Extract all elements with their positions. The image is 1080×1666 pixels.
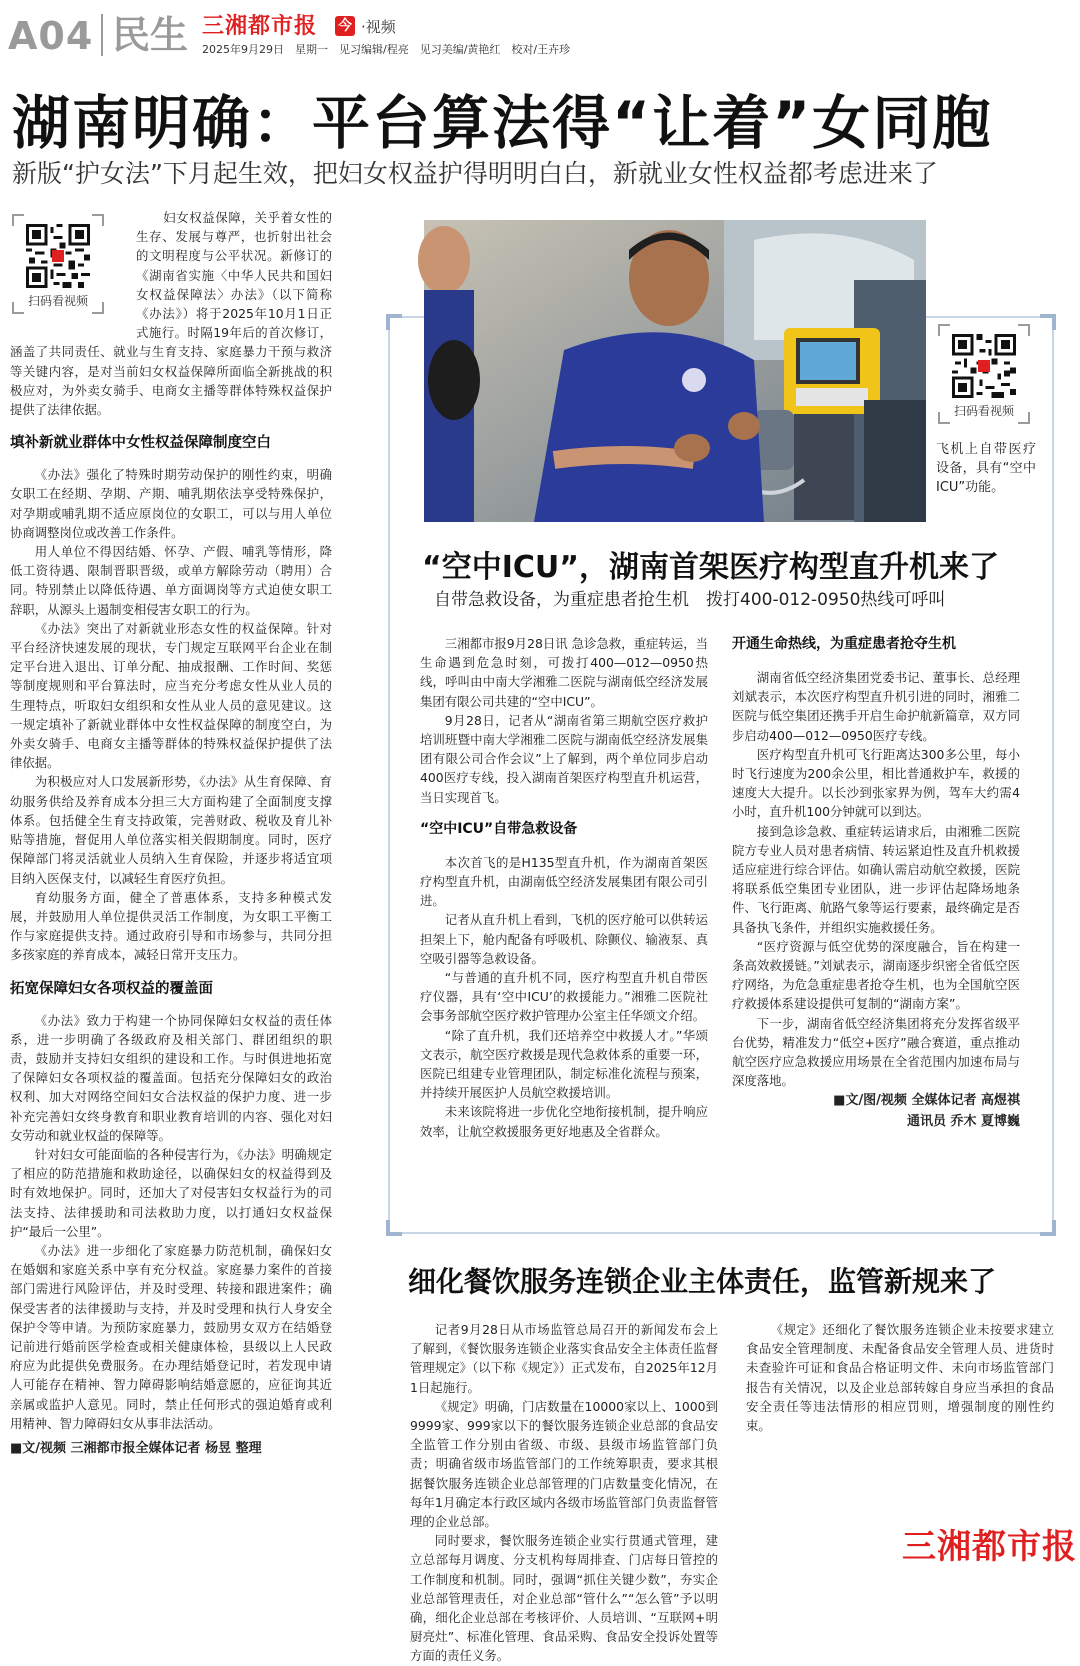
helicopter-article-col2 <box>732 634 1020 1214</box>
section-heading: “空中ICU”自带急救设备 <box>420 820 578 837</box>
article-paragraph: 记者从直升机上看到，飞机的医疗舱可以供转运担架上下，舱内配备有呼吸机、除颤仪、输液泵、真空吸引器等急救设备。 <box>420 912 708 966</box>
food-article-col1 <box>410 1320 718 1664</box>
qr-code-right[interactable] <box>938 324 1030 424</box>
article-paragraph: 记者9月28日从市场监管总局召开的新闻发布会上了解到，《餐饮服务连锁企业落实食品安全主体责任监督管理规定》（以下称《规定》）正式发布，自2025年12月1日起施行。 <box>410 1322 718 1395</box>
article-paragraph: 《规定》明确，门店数量在10000家以上、1000到9999家、999家以下的餐饮服务连锁企业总部的食品安全监管工作分别由省级、市级、县级市场监管部门负责；明确省级市场监管部门的工作统筹职责，要求其根据餐饮服务连锁企业总部管理的门店数量变化情况，在每年1月确定本行政区域内各级市场监管部门负责监督管理的企业总部。 <box>410 1398 718 1530</box>
article-paragraph: 《办法》突出了对新就业形态女性的权益保障。针对平台经济快速发展的现状，专门规定互联网平台企业在制定平台进入退出、订单分配、抽成报酬、工作时间、奖惩等制度规则和平台算法时，应当充分考虑女性从业人员的生理特点，听取妇女组织和女性从业人员的意见建议。这一规定填补了新就业群体中女性权益保障的制度空白，为外卖女骑手、电商女主播等群体的特殊权益保护提供了法律依据。 <box>10 620 332 771</box>
article-paragraph: 针对妇女可能面临的各种侵害行为，《办法》明确规定了相应的防范措施和救助途径，以确保妇女的权益得到及时有效地保护。同时，还加大了对侵害妇女权益行为的司法支持、法律援助和司法救助力度，以打通妇女权益保护“最后一公里”。 <box>10 1146 332 1239</box>
article-paragraph: 《办法》强化了特殊时期劳动保护的刚性约束，明确女职工在经期、孕期、产期、哺乳期依法享受特殊保护，对孕期或哺乳期不适应原岗位的女职工，可以与用人单位协商调整岗位或改善工作条件。 <box>10 467 332 540</box>
article-paragraph: “除了直升机，我们还培养空中救援人才。”华颂文表示，航空医疗救援是现代急救体系的重要一环，医院已组建专业管理团队，制定标准化流程与预案，并持续开展医护人员航空救援培训。 <box>420 1027 708 1101</box>
article-paragraph: “与普通的直升机不同，医疗构型直升机自带医疗仪器，具有‘空中ICU’的救援能力。”湘雅二医院社会事务部航空医疗救护管理办公室主任华颂文介绍。 <box>420 970 708 1024</box>
qr-label-left: 扫码看视频 <box>27 294 88 308</box>
article-paragraph: 同时要求，餐饮服务连锁企业实行贯通式管理，建立总部每月调度、分支机构每周排查、门店每日管控的工作制度和机制。同时，强调“抓住关键少数”，夯实企业总部管理责任，对企业总部“管什么”“怎么管”予以明确，细化企业总部在考核评价、人员培训、“互联网+明厨亮灶”、标准化管理、食品采购、食品安全投诉处置等方面的责任义务。 <box>410 1533 718 1664</box>
article-byline: ■文/视频 三湘都市报全媒体记者 杨昱 整理 <box>10 1440 262 1456</box>
intro-paragraph: 妇女权益保障，关乎着女性的生存、发展与尊严，也折射出社会的文明程度与公平状况。新修订的《湖南省实施〈中华人民共和国妇女权益保障法〉办法》（以下简称《办法》）将于2025年10月1日正式施行。时隔19年后的首次修订，涵盖了共同责任、就业与生育支持、家庭暴力干预与救济等关键内容，是对当前妇女权益保障所面临全新挑战的积极应对，为外卖女骑手、电商女主播等群体特殊权益保护提供了法律依据。 <box>10 210 332 418</box>
main-subheadline: 新版“护女法”下月起生效，把妇女权益护得明明白白，新就业女性权益都考虑进来了 <box>12 159 938 188</box>
helicopter-article-col1 <box>420 634 708 1214</box>
qr-label-right: 扫码看视频 <box>953 404 1014 418</box>
helicopter-headline: “空中ICU”，湖南首架医疗构型直升机来了 <box>422 550 999 585</box>
article-byline: 通讯员 乔木 夏博巍 <box>906 1114 1020 1130</box>
article-paragraph: 《办法》进一步细化了家庭暴力防范机制，确保妇女在婚姻和家庭关系中享有充分权益。家庭暴力案件的首接部门需进行风险评估，并及时受理、转接和跟进案件；确保受害者的法律援助与支持，并及时受理和执行人身安全保护令等申请。为预防家庭暴力，鼓励男女双方在结婚登记前进行婚前医学检查或相关健康体检，县级以上人民政府应为此提供免费服务。在办理结婚登记时，若发现申请人可能存在精神、智力障碍影响结婚意愿的，应征询其近亲属或监护人意见。同时，禁止任何形式的强迫婚育或利用精神、智力障碍妇女从事非法活动。 <box>10 1242 332 1431</box>
article-paragraph: 育幼服务方面，健全了普惠体系，支持多种模式发展，并鼓励用人单位提供灵活工作制度，为女职工平衡工作与家庭提供支持。通过政府引导和市场参与，共同分担多孩家庭的养育成本，减轻日常开支压力。 <box>10 889 332 963</box>
footer-brand-logo: 三湘都市报 <box>898 1527 1077 1567</box>
article-paragraph: 9月28日，记者从“湖南省第三期航空医疗救护培训班暨中南大学湘雅二医院与湖南低空经济发展集团有限公司合作会议”上了解到，两个单位同步启动400医疗专线，投入湖南首架医疗构型直升机运营，当日实现首飞。 <box>420 712 708 805</box>
main-headline: 湖南明确：平台算法得“让着”女同胞 <box>12 89 993 157</box>
article-lead: 三湘都市报9月28日讯 急诊急救，重症转运，当生命遇到危急时刻，可拨打400—012—0950热线，呼叫由中南大学湘雅二医院与湖南低空经济发展集团有限公司共建的“空中ICU”。 <box>420 636 708 709</box>
section-heading-2: 拓宽保障妇女各项权益的覆盖面 <box>10 980 213 997</box>
article-paragraph: 医疗构型直升机可飞行距离达300多公里，每小时飞行速度为200余公里，相比普通救护车，救援的速度大大提升。以长沙到张家界为例，驾车大约需4小时，直升机100分钟就可以到达。 <box>732 746 1020 820</box>
page-number: A04 <box>8 14 94 58</box>
article-paragraph: 接到急诊急救、重症转运请求后，由湘雅二医院院方专业人员对患者病情、转运紧迫性及直升机救援适应症进行综合评估。如确认需启动航空救援，医院将联系低空集团专业团队，进一步评估起降场地条件、飞行距离、航路气象等运行要素，最终确定是否具备执飞条件，并组织实施救援任务。 <box>732 823 1020 935</box>
food-headline: 细化餐饮服务连锁企业主体责任，监管新规来了 <box>408 1265 997 1298</box>
helicopter-subheadline: 自带急救设备，为重症患者抢生机 拨打400-012-0950热线可呼叫 <box>434 590 946 610</box>
article-paragraph: 《规定》还细化了餐饮服务连锁企业未按要求建立食品安全管理制度、未配备食品安全管理人员、进货时未查验许可证和食品合格证明文件、未向市场监管部门报告有关情况，以及企业总部转嫁自身应当承担的食品安全责任等违法情形的相应罚则，增强制度的刚性约束。 <box>746 1322 1054 1434</box>
newspaper-brand: 三湘都市报 <box>202 14 318 39</box>
article-paragraph: 未来该院将进一步优化空地衔接机制，提升响应效率，让航空救援服务更好地惠及全省群众。 <box>420 1104 708 1139</box>
section-name: 民生 <box>112 13 189 57</box>
photo-caption: 飞机上自带医疗设备，具有“空中ICU”功能。 <box>936 442 1036 495</box>
article-paragraph: 下一步，湖南省低空经济集团将充分发挥省级平台优势，精准发力“低空+医疗”融合赛道，重点推动航空医疗应急救援应用场景在全省范围内加速布局与深度落地。 <box>732 1015 1020 1089</box>
qr-code-icon <box>952 334 1016 398</box>
section-heading: 开通生命热线，为重症患者抢夺生机 <box>732 636 956 652</box>
article-byline: ■文/图/视频 全媒体记者 高煜祺 <box>833 1093 1020 1109</box>
article-paragraph: 用人单位不得因结婚、怀孕、产假、哺乳等情形，降低工资待遇、限制晋职晋级，或单方解除劳动（聘用）合同。特别禁止以降低待遇、单方面调岗等方式迫使女职工辞职，从源头上遏制变相侵害女职工的行为。 <box>10 544 332 617</box>
date-line: 2025年9月29日 星期一 见习编辑/程亮 见习美编/黄艳红 校对/王卉珍 <box>202 43 571 56</box>
article-paragraph: “医疗资源与低空优势的深度融合，旨在构建一条高效救援链。”刘斌表示，湖南逐步织密全省低空医疗网络，为危急重症患者抢夺生机，也为全国航空医疗救援体系建设提供可复制的“湖南方案”。 <box>732 938 1020 1012</box>
video-brand: ·视频 <box>361 18 396 36</box>
article-paragraph: 为积极应对人口发展新形势，《办法》从生育保障、育幼服务供给及养育成本分担三大方面构建了全面制度支撑体系。包括健全生育支持政策，完善财政、税收及育儿补贴等措施，督促用人单位落实相关假期制度。同时，医疗保障部门将灵活就业人员纳入生育保险，并逐步将适宜项目纳入医保支付，以减轻生育医疗负担。 <box>10 774 332 886</box>
helicopter-cabin-photo <box>424 220 926 522</box>
article-paragraph: 湖南省低空经济集团党委书记、董事长、总经理刘斌表示，本次医疗构型直升机引进的同时，湘雅二医院与低空集团还携手开启生命护航新篇章，双方同步启动400—012—0950医疗专线。 <box>732 670 1020 743</box>
header-divider <box>101 14 103 56</box>
section-heading-1: 填补新就业群体中女性权益保障制度空白 <box>10 435 271 452</box>
video-badge-icon: 今 <box>335 16 355 36</box>
article-paragraph: 本次首飞的是H135型直升机，作为湖南首架医疗构型直升机，由湖南低空经济发展集团有限公司引进。 <box>420 854 708 909</box>
article-paragraph: 《办法》致力于构建一个协同保障妇女权益的责任体系，进一步明确了各级政府及相关部门、群团组织的职责，鼓励并支持妇女组织的建设和工作。与时俱进地拓宽了保障妇女各项权益的覆盖面。包括充分保障妇女的政治权利、加大对网络空间妇女合法权益的保护力度、进一步补充完善妇女终身教育和职业教育培训的内容、强化对妇女劳动和就业权益的保障等。 <box>10 1012 332 1143</box>
food-article-col2 <box>746 1320 1054 1560</box>
women-rights-article <box>10 208 332 1553</box>
